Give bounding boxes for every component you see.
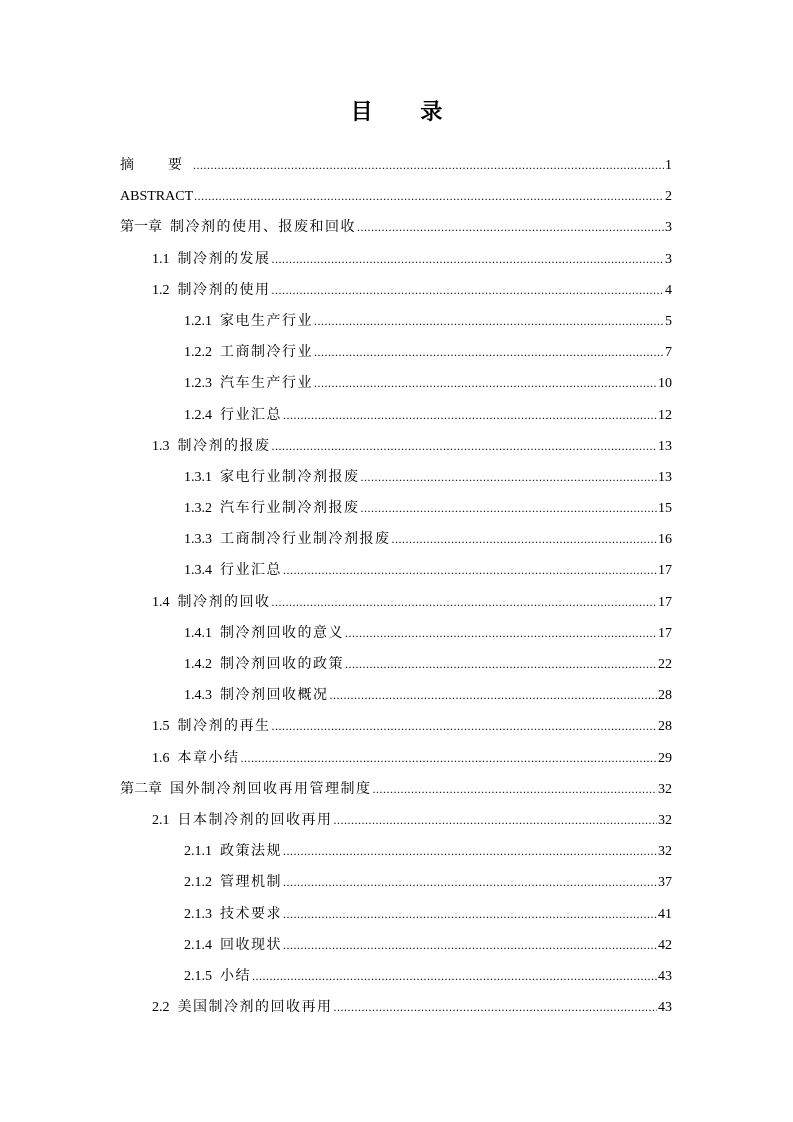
toc-leader-dots (272, 711, 658, 742)
toc-entry[interactable] (120, 711, 672, 742)
toc-entry-number: 1.1 (152, 251, 170, 267)
toc-page-number: 29 (658, 750, 672, 766)
toc-leader-dots (272, 275, 665, 306)
toc-entry-number: 2.1.2 (184, 875, 212, 891)
toc-entry[interactable] (120, 961, 672, 992)
table-of-contents (120, 150, 672, 1023)
toc-entry-title: 制冷剂的使用、报废和回收 (170, 220, 356, 236)
toc-entry-title: 汽车行业制冷剂报废 (220, 501, 360, 517)
toc-entry[interactable] (120, 244, 672, 275)
toc-leader-dots (361, 493, 658, 524)
toc-leader-dots (193, 150, 664, 181)
toc-entry-title: 制冷剂的使用 (177, 282, 271, 298)
toc-page-number: 5 (665, 313, 672, 329)
toc-leader-dots (334, 805, 658, 836)
toc-entry-title: 小结 (220, 968, 251, 984)
toc-entry[interactable] (120, 462, 672, 493)
toc-leader-dots (357, 212, 664, 243)
toc-entry[interactable] (120, 337, 672, 368)
toc-entry-title: 工商制冷行业 (220, 345, 313, 361)
toc-entry-number: 1.2.2 (184, 345, 212, 361)
toc-entry-number: 1.3.3 (184, 532, 212, 548)
toc-page-number: 32 (658, 812, 672, 828)
toc-leader-dots (373, 774, 658, 805)
toc-leader-dots (283, 867, 657, 898)
toc-entry[interactable] (120, 867, 672, 898)
toc-page-number: 3 (665, 220, 672, 236)
toc-entry-number: 1.3.2 (184, 501, 212, 517)
toc-entry-number: 2.1.1 (184, 844, 212, 860)
toc-page-number: 42 (658, 937, 672, 953)
toc-entry-number: 1.2.3 (184, 376, 212, 392)
toc-entry[interactable] (120, 743, 672, 774)
toc-page-number: 43 (658, 968, 672, 984)
toc-entry[interactable] (120, 555, 672, 586)
toc-entry-title: 管理机制 (220, 875, 282, 891)
toc-entry[interactable] (120, 524, 672, 555)
toc-entry-title: 回收现状 (220, 937, 282, 953)
toc-entry-title: 本章小结 (177, 750, 240, 766)
toc-leader-dots (272, 431, 658, 462)
toc-entry[interactable] (120, 805, 672, 836)
toc-page-number: 7 (665, 345, 672, 361)
toc-entry[interactable] (120, 150, 672, 181)
toc-entry-number: 1.4 (152, 594, 170, 610)
toc-entry-title: 政策法规 (220, 844, 282, 860)
toc-page-number: 10 (658, 376, 672, 392)
toc-leader-dots (283, 930, 657, 961)
toc-entry[interactable] (120, 400, 672, 431)
toc-entry[interactable] (120, 587, 672, 618)
toc-entry-title: 家电生产行业 (220, 313, 313, 329)
toc-leader-dots (392, 524, 658, 555)
toc-entry[interactable] (120, 836, 672, 867)
toc-entry-title: 制冷剂的回收 (177, 594, 271, 610)
toc-page-number: 13 (658, 438, 672, 454)
toc-entry-number: 1.3.1 (184, 469, 212, 485)
toc-leader-dots (345, 649, 657, 680)
toc-page-number: 13 (658, 469, 672, 485)
toc-entry-number: 1.4.3 (184, 688, 212, 704)
toc-entry[interactable] (120, 493, 672, 524)
toc-leader-dots (334, 992, 658, 1023)
toc-leader-dots (272, 587, 658, 618)
toc-leader-dots (314, 337, 664, 368)
toc-entry-title: 工商制冷行业制冷剂报废 (220, 532, 391, 548)
toc-entry[interactable] (120, 899, 672, 930)
toc-page-number: 43 (658, 1000, 672, 1016)
toc-entry-number: 2.1.3 (184, 906, 212, 922)
toc-entry-number: 2.1.5 (184, 968, 212, 984)
toc-entry-number: 2.2 (152, 1000, 170, 1016)
toc-entry-number: 2.1 (152, 812, 170, 828)
toc-page-number: 15 (658, 501, 672, 517)
toc-page-number: 28 (658, 688, 672, 704)
toc-leader-dots (194, 181, 664, 212)
toc-entry-number: 第二章 (120, 781, 162, 797)
toc-entry-title: 摘 要 (120, 158, 192, 173)
toc-leader-dots (345, 618, 657, 649)
toc-entry-title: 制冷剂回收的政策 (220, 657, 344, 672)
toc-page-number: 32 (658, 844, 672, 860)
toc-leader-dots (283, 555, 657, 586)
toc-page-number: 22 (658, 657, 672, 672)
toc-page-number: 2 (665, 189, 672, 205)
toc-page-number: 4 (665, 282, 672, 298)
toc-page-number: 17 (658, 563, 672, 579)
toc-entry[interactable] (120, 992, 672, 1023)
toc-entry[interactable] (120, 181, 672, 212)
toc-entry-title: 日本制冷剂的回收再用 (177, 812, 333, 828)
toc-leader-dots (330, 680, 658, 711)
toc-entry[interactable] (120, 774, 672, 805)
toc-entry-number: 第一章 (120, 220, 162, 236)
toc-leader-dots (241, 743, 658, 774)
toc-entry[interactable] (120, 275, 672, 306)
toc-entry-title: ABSTRACT (120, 189, 194, 205)
toc-entry-number: 1.3 (152, 438, 170, 454)
toc-entry-number: 1.2.4 (184, 407, 212, 423)
toc-page-number: 17 (658, 625, 672, 641)
toc-entry-number: 2.1.4 (184, 937, 212, 953)
toc-entry-title: 美国制冷剂的回收再用 (177, 1000, 333, 1016)
toc-entry-title: 家电行业制冷剂报废 (220, 469, 360, 485)
toc-entry-title: 技术要求 (220, 906, 282, 922)
toc-page-number: 28 (658, 719, 672, 735)
toc-entry-number: 1.3.4 (184, 563, 212, 579)
toc-entry-title: 行业汇总 (220, 563, 282, 579)
toc-page-number: 17 (658, 594, 672, 610)
toc-entry-number: 1.2.1 (184, 313, 212, 329)
toc-entry[interactable] (120, 431, 672, 462)
toc-leader-dots (283, 836, 657, 867)
toc-entry-number: 1.5 (152, 719, 170, 735)
toc-entry-number: 1.2 (152, 282, 170, 298)
toc-entry[interactable] (120, 368, 672, 399)
page-title: 目 录 (350, 100, 463, 125)
toc-leader-dots (361, 462, 658, 493)
toc-page-number: 3 (665, 251, 672, 267)
toc-entry[interactable] (120, 618, 672, 649)
toc-entry[interactable] (120, 212, 672, 243)
toc-entry-title: 制冷剂的发展 (177, 251, 271, 267)
toc-leader-dots (252, 961, 657, 992)
toc-entry-title: 制冷剂回收概况 (220, 688, 329, 704)
toc-leader-dots (314, 306, 664, 337)
toc-page-number: 41 (658, 906, 672, 922)
toc-leader-dots (283, 899, 657, 930)
toc-entry[interactable] (120, 306, 672, 337)
toc-page-number: 12 (658, 407, 672, 423)
toc-entry-title: 行业汇总 (220, 407, 282, 423)
toc-entry-title: 制冷剂的再生 (177, 719, 271, 735)
toc-entry[interactable] (120, 930, 672, 961)
toc-entry-title: 制冷剂回收的意义 (220, 625, 344, 641)
toc-page-number: 1 (665, 158, 672, 173)
toc-entry[interactable] (120, 649, 672, 680)
toc-entry-title: 国外制冷剂回收再用管理制度 (170, 781, 372, 797)
toc-page-number: 37 (658, 875, 672, 891)
toc-page-number: 32 (658, 781, 672, 797)
toc-page-number: 16 (658, 532, 672, 548)
toc-entry-number: 1.6 (152, 750, 170, 766)
toc-entry-title: 制冷剂的报废 (177, 438, 271, 454)
toc-entry[interactable] (120, 680, 672, 711)
toc-leader-dots (272, 244, 665, 275)
toc-entry-number: 1.4.2 (184, 657, 212, 672)
toc-entry-title: 汽车生产行业 (220, 376, 313, 392)
toc-entry-number: 1.4.1 (184, 625, 212, 641)
toc-leader-dots (283, 400, 657, 431)
toc-leader-dots (314, 368, 657, 399)
